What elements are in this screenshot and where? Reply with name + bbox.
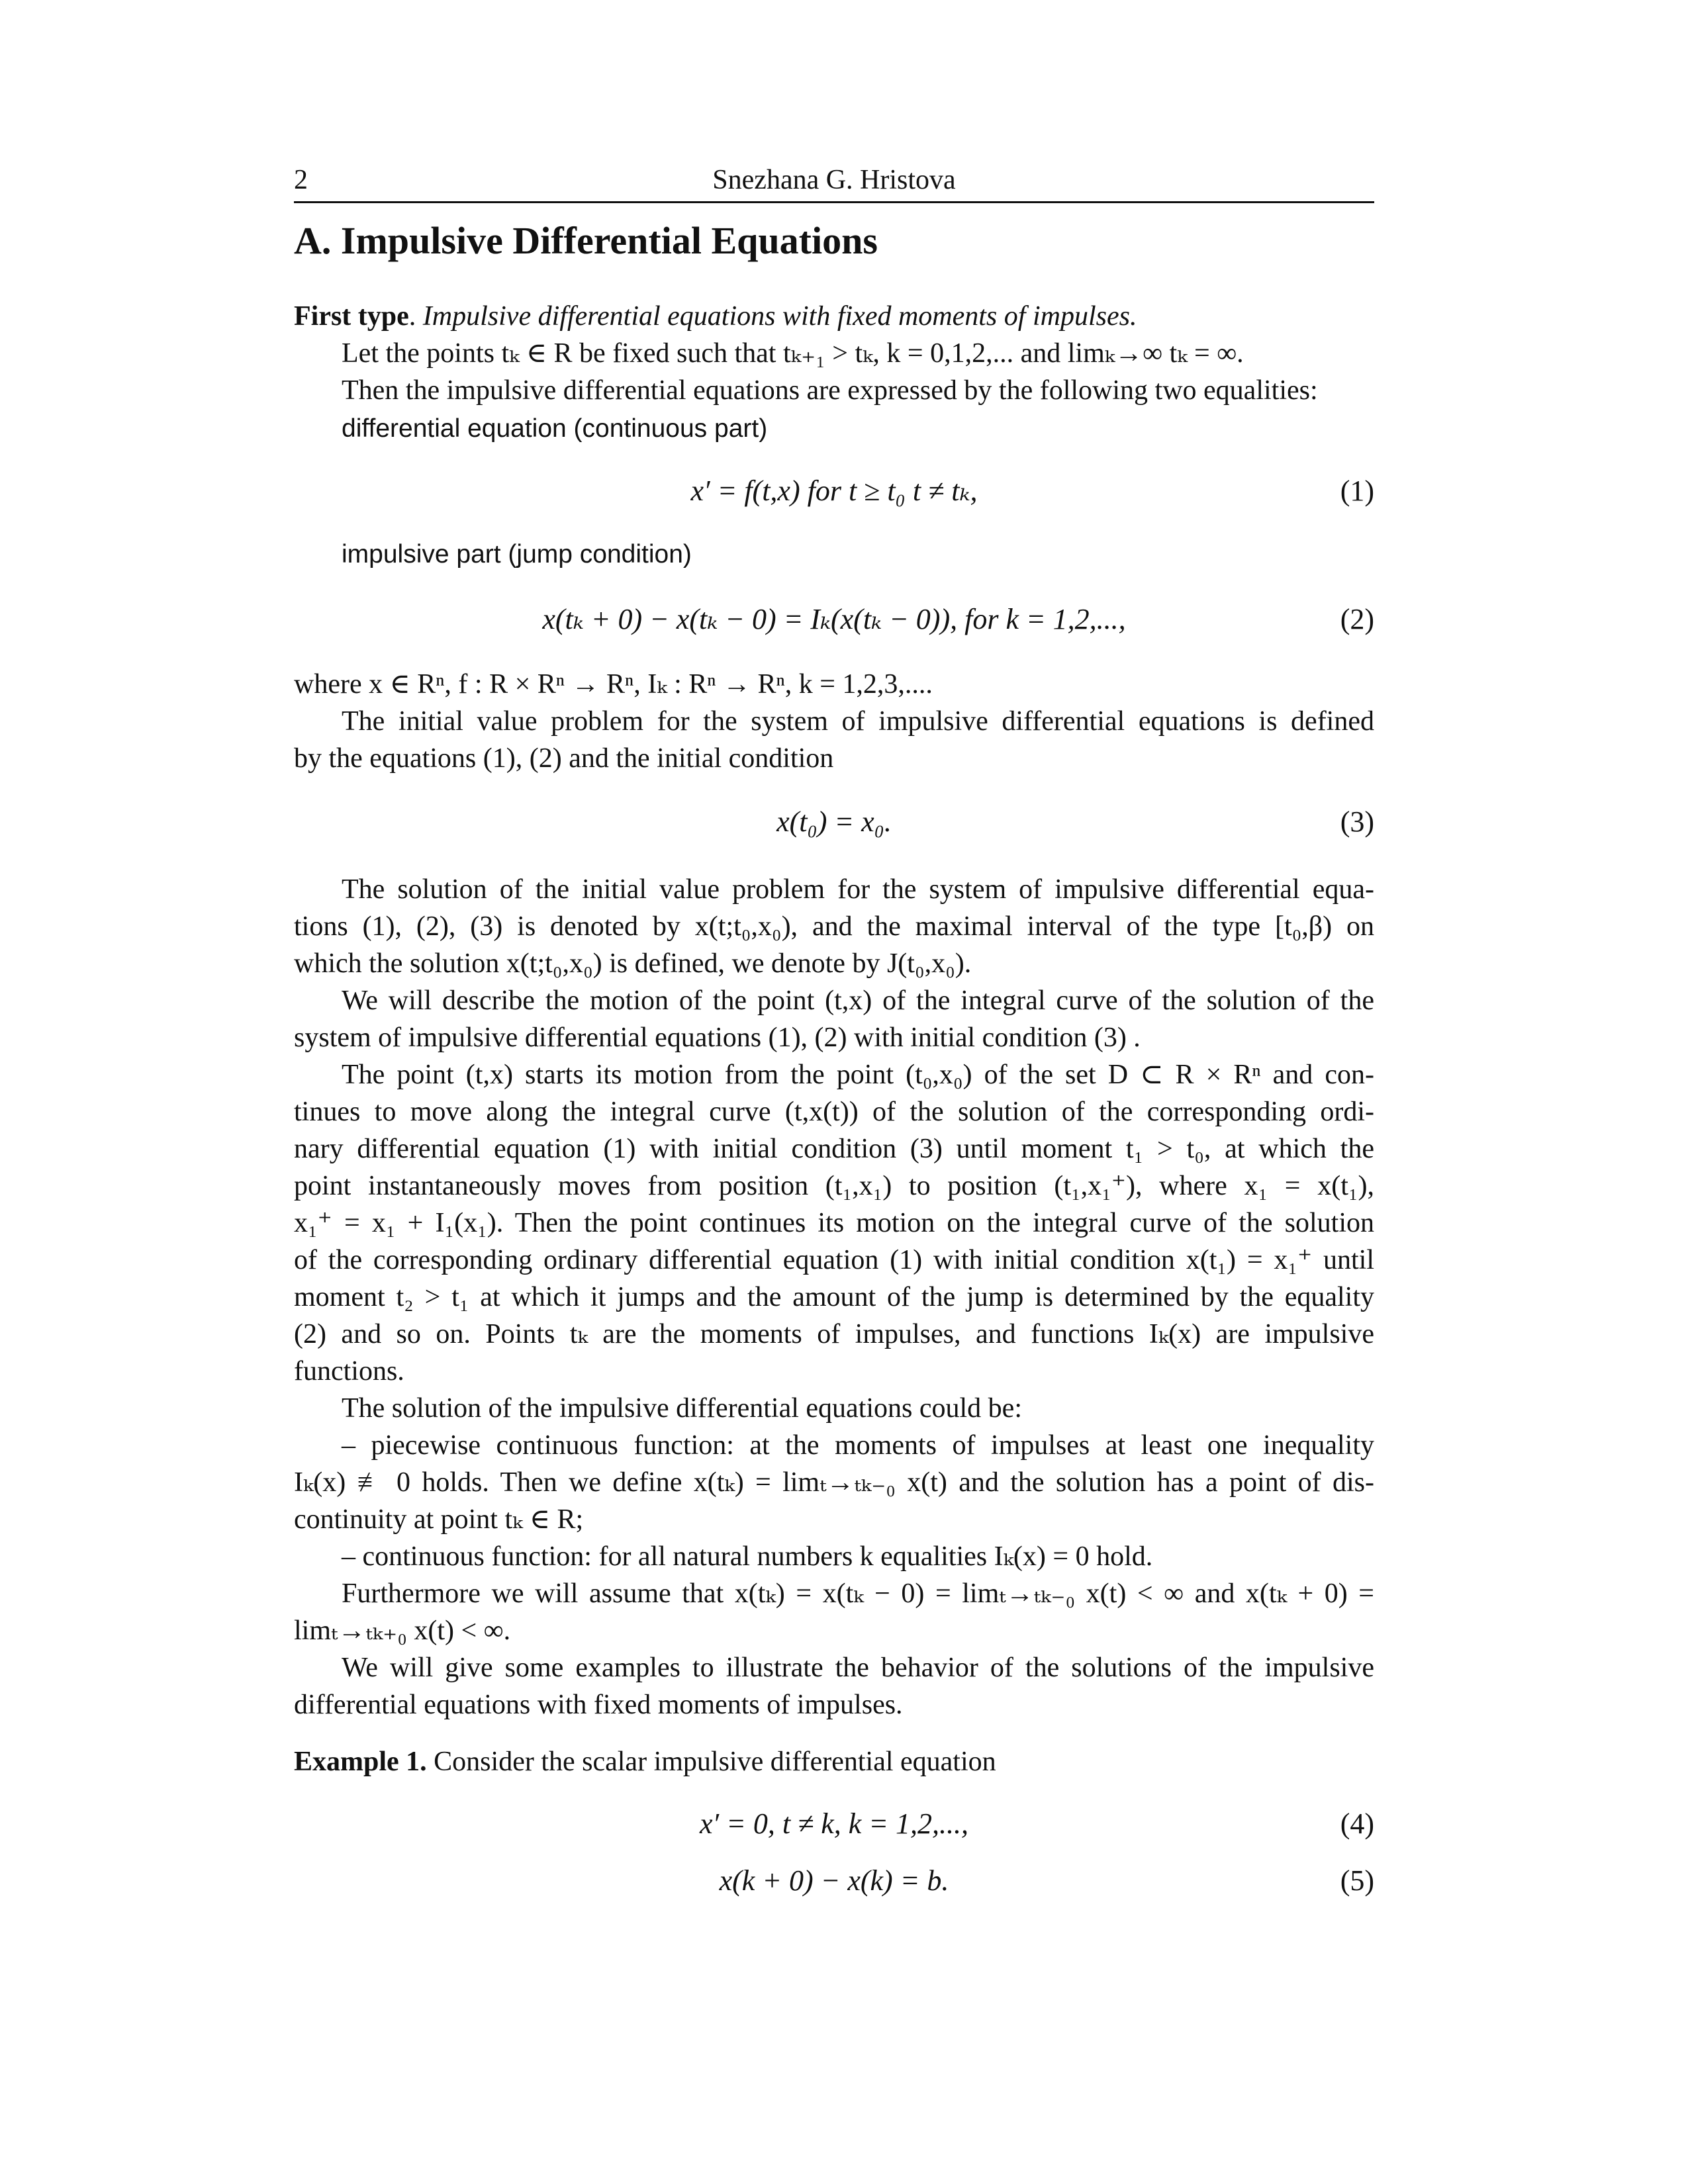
paragraph-line: Let the points tₖ ∈ R be fixed such that tₖ₊₁ > tₖ, k = 0,1,2,... and limₖ→∞ tₖ = ∞.	[342, 338, 1244, 369]
paragraph-line: The solution of the impulsive differential equations could be:	[342, 1393, 1022, 1424]
paragraph-line: moment t₂ > t₁ at which it jumps and the amount of the jump is determined by the equality	[294, 1282, 1374, 1312]
running-head-author: Snezhana G. Hristova	[712, 165, 956, 195]
first-type-heading: First type. Impulsive differential equations with fixed moments of impulses.	[294, 301, 1137, 332]
paragraph-line: The solution of the initial value problem for the system of impulsive differential equa-	[342, 874, 1374, 905]
page-number: 2	[294, 165, 308, 195]
paragraph-line: continuity at point tₖ ∈ R;	[294, 1504, 584, 1535]
paragraph-line: The initial value problem for the system of impulsive differential equations is defined	[342, 706, 1374, 737]
paragraph-line: system of impulsive differential equations (1), (2) with initial condition (3) .	[294, 1023, 1141, 1053]
paragraph-line: differential equation (continuous part)	[342, 414, 768, 443]
paragraph-line: (2) and so on. Points tₖ are the moments of impulses, and functions Iₖ(x) are impulsive	[294, 1319, 1374, 1349]
paragraph-line: of the corresponding ordinary differential equation (1) with initial condition x(t₁) = x₁⁺ until	[294, 1245, 1374, 1275]
equation-number: (3)	[1340, 805, 1374, 838]
equation-body: x(k + 0) − x(k) = b.	[719, 1864, 949, 1897]
section-title: A. Impulsive Differential Equations	[294, 219, 878, 262]
example-text: Consider the scalar impulsive differential equation	[434, 1747, 996, 1777]
paragraph-line: We will give some examples to illustrate the behavior of the solutions of the impulsive	[342, 1653, 1374, 1683]
example-heading	[294, 1743, 996, 1780]
paragraph-line: The point (t,x) starts its motion from the point (t₀,x₀) of the set D ⊂ R × Rⁿ and con-	[342, 1060, 1374, 1090]
equation-body: x′ = 0, t ≠ k, k = 1,2,...,	[700, 1807, 968, 1840]
equation-number: (4)	[1340, 1807, 1374, 1840]
paragraph-line: by the equations (1), (2) and the initial condition	[294, 743, 834, 774]
paragraph-line: tinues to move along the integral curve (t,x(t)) of the solution of the corresponding ordi-	[294, 1097, 1374, 1127]
paragraph-line: point instantaneously moves from position (t₁,x₁) to position (t₁,x₁⁺), where x₁ = x(t₁),	[294, 1171, 1374, 1201]
first-type-description: Impulsive differential equations with fixed moments of impulses.	[422, 301, 1137, 332]
equation-body: x′ = f(t,x) for t ≥ t₀ t ≠ tₖ,	[690, 475, 978, 507]
paragraph-line: nary differential equation (1) with initial condition (3) until moment t₁ > t₀, at which the	[294, 1134, 1374, 1164]
paragraph-line: x₁⁺ = x₁ + I₁(x₁). Then the point continues its motion on the integral curve of the solution	[294, 1208, 1374, 1238]
paragraph-line: limₜ→ₜₖ₊₀ x(t) < ∞.	[294, 1615, 511, 1646]
running-header	[294, 159, 1374, 203]
paragraph-line: differential equations with fixed moments of impulses.	[294, 1690, 903, 1720]
first-type-label: First type	[294, 301, 409, 332]
paragraph-line: Iₖ(x) ≢ 0 holds. Then we define x(tₖ) = limₜ→ₜₖ₋₀ x(t) and the solution has a point of dis-	[294, 1467, 1374, 1498]
paragraph-line: impulsive part (jump condition)	[342, 540, 692, 569]
paragraph-line: where x ∈ Rⁿ, f : R × Rⁿ → Rⁿ, Iₖ : Rⁿ → Rⁿ, k = 1,2,3,....	[294, 669, 933, 700]
paragraph-line: We will describe the motion of the point (t,x) of the integral curve of the solution of the	[342, 985, 1374, 1016]
equation-number: (2)	[1340, 603, 1374, 635]
equation-body: x(tₖ + 0) − x(tₖ − 0) = Iₖ(x(tₖ − 0)), for k = 1,2,...,	[542, 603, 1126, 635]
paragraph-line: functions.	[294, 1356, 404, 1387]
paragraph-line: Then the impulsive differential equations are expressed by the following two equalities:	[342, 375, 1318, 406]
paragraph-line: which the solution x(t;t₀,x₀) is defined, we denote by J(t₀,x₀).	[294, 948, 972, 979]
example-label: Example 1.	[294, 1747, 427, 1777]
paragraph-line: – continuous function: for all natural numbers k equalities Iₖ(x) = 0 hold.	[342, 1541, 1153, 1572]
equation-body: x(t₀) = x₀.	[776, 805, 892, 838]
equation-number: (1)	[1340, 475, 1374, 507]
equation-number: (5)	[1340, 1864, 1374, 1897]
paragraph-line: tions (1), (2), (3) is denoted by x(t;t₀,x₀), and the maximal interval of the type [t₀,β) on	[294, 911, 1374, 942]
paragraph-line: – piecewise continuous function: at the moments of impulses at least one inequality	[342, 1430, 1374, 1461]
paragraph-line: Furthermore we will assume that x(tₖ) = x(tₖ − 0) = limₜ→ₜₖ₋₀ x(t) < ∞ and x(tₖ + 0) =	[342, 1578, 1374, 1609]
